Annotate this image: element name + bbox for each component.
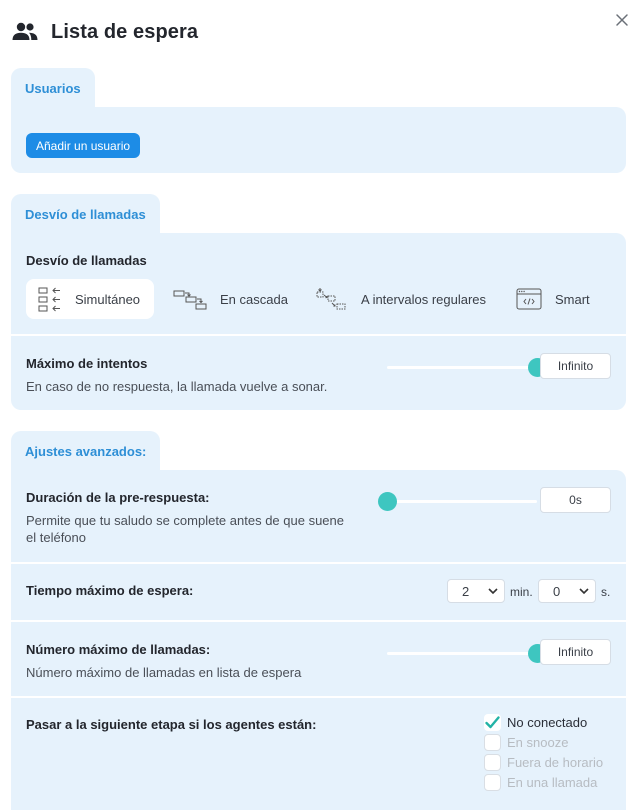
checkbox (484, 754, 501, 771)
next-stage-option-label: En una llamada (507, 774, 598, 790)
max-wait-seconds-select[interactable] (538, 579, 596, 603)
max-wait-minutes-unit: min. (510, 585, 533, 599)
checkbox-checked[interactable] (484, 714, 501, 731)
pre-answer-label: Duración de la pre-respuesta: (26, 490, 210, 505)
checkbox (484, 734, 501, 751)
cascade-icon (173, 285, 207, 313)
tab-usuarios-label: Usuarios (25, 80, 81, 96)
max-attempts-slider[interactable] (387, 366, 537, 369)
mode-simultaneous[interactable] (26, 279, 154, 319)
max-calls-label: Número máximo de llamadas: (26, 642, 211, 657)
pre-answer-description (26, 512, 344, 546)
max-attempts-value[interactable]: Infinito (540, 353, 611, 379)
next-stage-option-label: No conectado (507, 714, 588, 730)
tab-avanzados (11, 431, 160, 471)
pre-answer-description-line2: el teléfono (26, 530, 86, 545)
max-wait-minutes-select[interactable] (447, 579, 505, 603)
divider (11, 334, 626, 336)
dialog-header (12, 18, 198, 46)
max-wait-minutes-value: 2 (462, 583, 470, 599)
max-calls-slider[interactable] (387, 652, 537, 655)
max-attempts-description: En caso de no respuesta, la llamada vuelve a sonar. (26, 379, 328, 394)
tab-desvio-label: Desvío de llamadas (25, 206, 146, 222)
usuarios-panel (11, 107, 626, 173)
avanzados-panel (11, 470, 626, 810)
checkmark-icon (484, 714, 501, 731)
max-calls-description: Número máximo de llamadas en lista de espera (26, 665, 302, 680)
pre-answer-value[interactable]: 0s (540, 487, 611, 513)
chevron-down-icon (579, 587, 589, 595)
divider (11, 696, 626, 698)
people-icon (12, 22, 38, 42)
divider (11, 620, 626, 622)
checkbox (484, 774, 501, 791)
smart-code-icon (516, 288, 542, 310)
pre-answer-slider[interactable] (387, 500, 537, 503)
mode-intervals[interactable] (302, 279, 500, 319)
close-icon[interactable] (614, 12, 630, 28)
desvio-section-label: Desvío de llamadas (26, 253, 147, 268)
mode-intervals-label: A intervalos regulares (361, 291, 487, 307)
intervals-icon (314, 285, 348, 313)
next-stage-option (484, 773, 597, 791)
desvio-panel (11, 233, 626, 410)
tab-avanzados-label: Ajustes avanzados: (25, 443, 147, 459)
pre-answer-description-line1: Permite que tu saludo se complete antes de que suene (26, 513, 344, 528)
mode-smart[interactable] (504, 279, 604, 319)
max-calls-value[interactable]: Infinito (540, 639, 611, 665)
tab-usuarios (11, 68, 95, 108)
next-stage-option (484, 733, 568, 751)
pre-answer-slider-thumb[interactable] (378, 492, 397, 511)
chevron-down-icon (488, 587, 498, 595)
max-wait-seconds-unit: s. (601, 585, 611, 599)
next-stage-option[interactable] (484, 713, 587, 731)
next-stage-option-label: En snooze (507, 734, 569, 750)
mode-simultaneous-label: Simultáneo (75, 291, 141, 307)
max-attempts-label: Máximo de intentos (26, 356, 148, 371)
next-stage-option-label: Fuera de horario (507, 754, 604, 770)
max-wait-seconds-value: 0 (553, 583, 561, 599)
page-title: Lista de espera (51, 20, 199, 43)
next-stage-option (484, 753, 603, 771)
mode-cascade[interactable] (161, 279, 302, 319)
simultaneous-icon (38, 285, 62, 313)
max-wait-label: Tiempo máximo de espera: (26, 583, 194, 598)
next-stage-label: Pasar a la siguiente etapa si los agentes están: (26, 717, 317, 732)
divider (11, 562, 626, 564)
tab-desvio (11, 194, 160, 234)
add-user-button[interactable]: Añadir un usuario (26, 133, 140, 158)
mode-cascade-label: En cascada (220, 291, 288, 307)
mode-smart-label: Smart (555, 291, 590, 307)
